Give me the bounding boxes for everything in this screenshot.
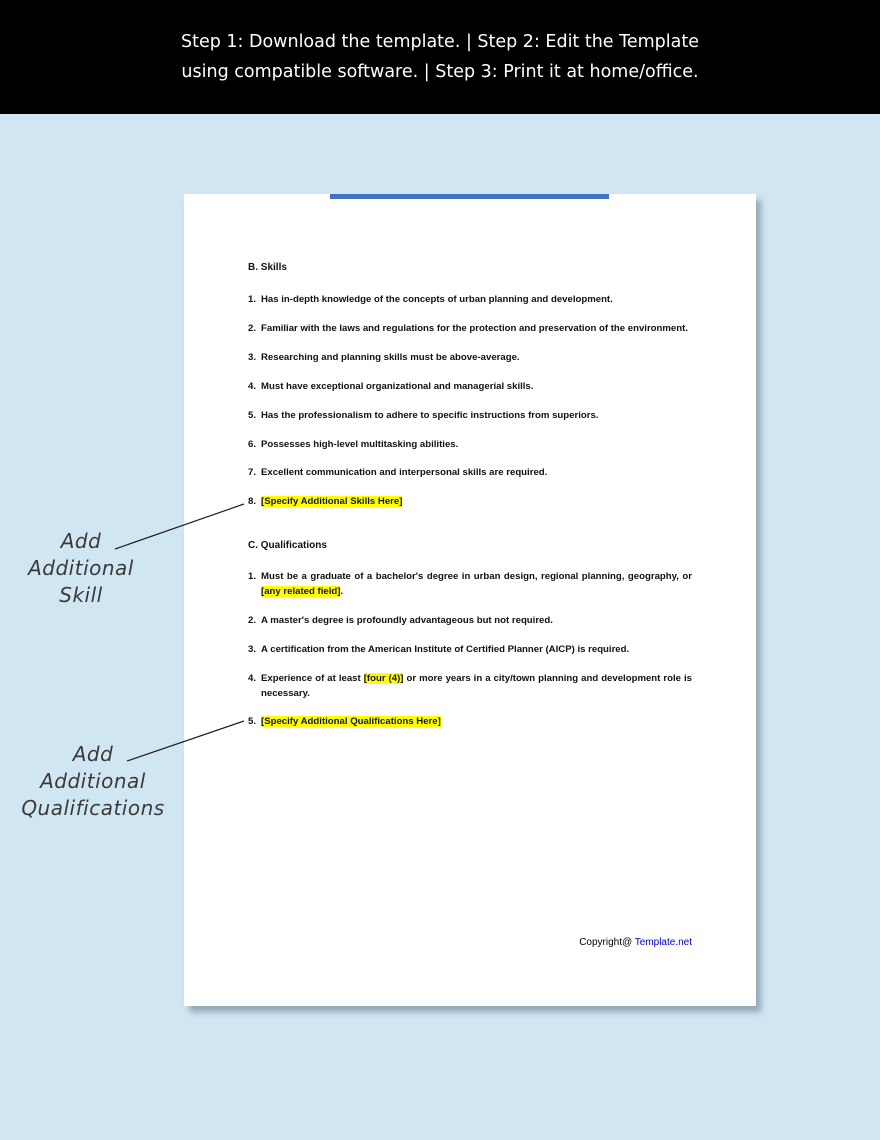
placeholder-years-field[interactable]: [four (4)] <box>363 673 404 684</box>
callout-line-3: Qualifications <box>21 796 165 820</box>
qualifications-heading: C. Qualifications <box>248 540 327 551</box>
item-text: Must have exceptional organizational and managerial skills. <box>261 381 534 392</box>
placeholder-qualifications-field[interactable]: [Specify Additional Qualifications Here] <box>261 716 441 727</box>
item-text-end: . <box>340 586 344 597</box>
item-text: A master's degree is profoundly advantageous but not required. <box>261 615 553 626</box>
item-text: Has in-depth knowledge of the concepts of urban planning and development. <box>261 294 613 305</box>
item-number: 2. <box>248 323 257 334</box>
item-number: 5. <box>248 410 257 421</box>
item-text-end: or more years in a city/town planning and development role is necessary. <box>261 673 692 699</box>
callout-line-1: Add <box>60 529 102 553</box>
item-text: Researching and planning skills must be above-average. <box>261 352 520 363</box>
add-qualifications-callout <box>10 741 176 822</box>
callout-line-3: Skill <box>59 583 103 607</box>
item-number: 7. <box>248 467 257 478</box>
item-text: A certification from the American Institute of Certified Planner (AICP) is required. <box>261 644 630 655</box>
callout-line-1: Add <box>72 742 114 766</box>
callout-line-2: Additional <box>40 769 146 793</box>
item-text: Has the professionalism to adhere to specific instructions from superiors. <box>261 410 599 421</box>
item-number: 5. <box>248 716 257 727</box>
item-number: 2. <box>248 615 257 626</box>
item-text: Possesses high-level multitasking abilities. <box>261 439 459 450</box>
item-number: 1. <box>248 571 257 582</box>
item-number: 1. <box>248 294 257 305</box>
skills-heading: B. Skills <box>248 262 287 273</box>
item-number: 4. <box>248 381 257 392</box>
placeholder-skills-field[interactable]: [Specify Additional Skills Here] <box>261 496 403 507</box>
item-text: Familiar with the laws and regulations for the protection and preservation of the environment. <box>261 323 688 334</box>
add-skill-callout <box>8 528 154 609</box>
placeholder-field-field[interactable]: [any related field] <box>261 586 341 597</box>
item-text: Experience of at least <box>261 673 364 684</box>
item-number: 4. <box>248 673 257 684</box>
item-number: 6. <box>248 439 257 450</box>
banner-line-2: using compatible software. | Step 3: Print it at home/office. <box>181 62 699 82</box>
copyright-label: Copyright@ <box>579 937 635 948</box>
item-number: 3. <box>248 644 257 655</box>
item-text: Must be a graduate of a bachelor's degree in urban design, regional planning, geography, or <box>261 571 692 582</box>
banner-line-1: Step 1: Download the template. | Step 2: Edit the Template <box>180 32 699 52</box>
item-number: 8. <box>248 496 257 507</box>
item-text: Excellent communication and interpersonal skills are required. <box>261 467 548 478</box>
callout-line-2: Additional <box>28 556 134 580</box>
item-number: 3. <box>248 352 257 363</box>
template-net-link[interactable]: Template.net <box>634 937 692 948</box>
